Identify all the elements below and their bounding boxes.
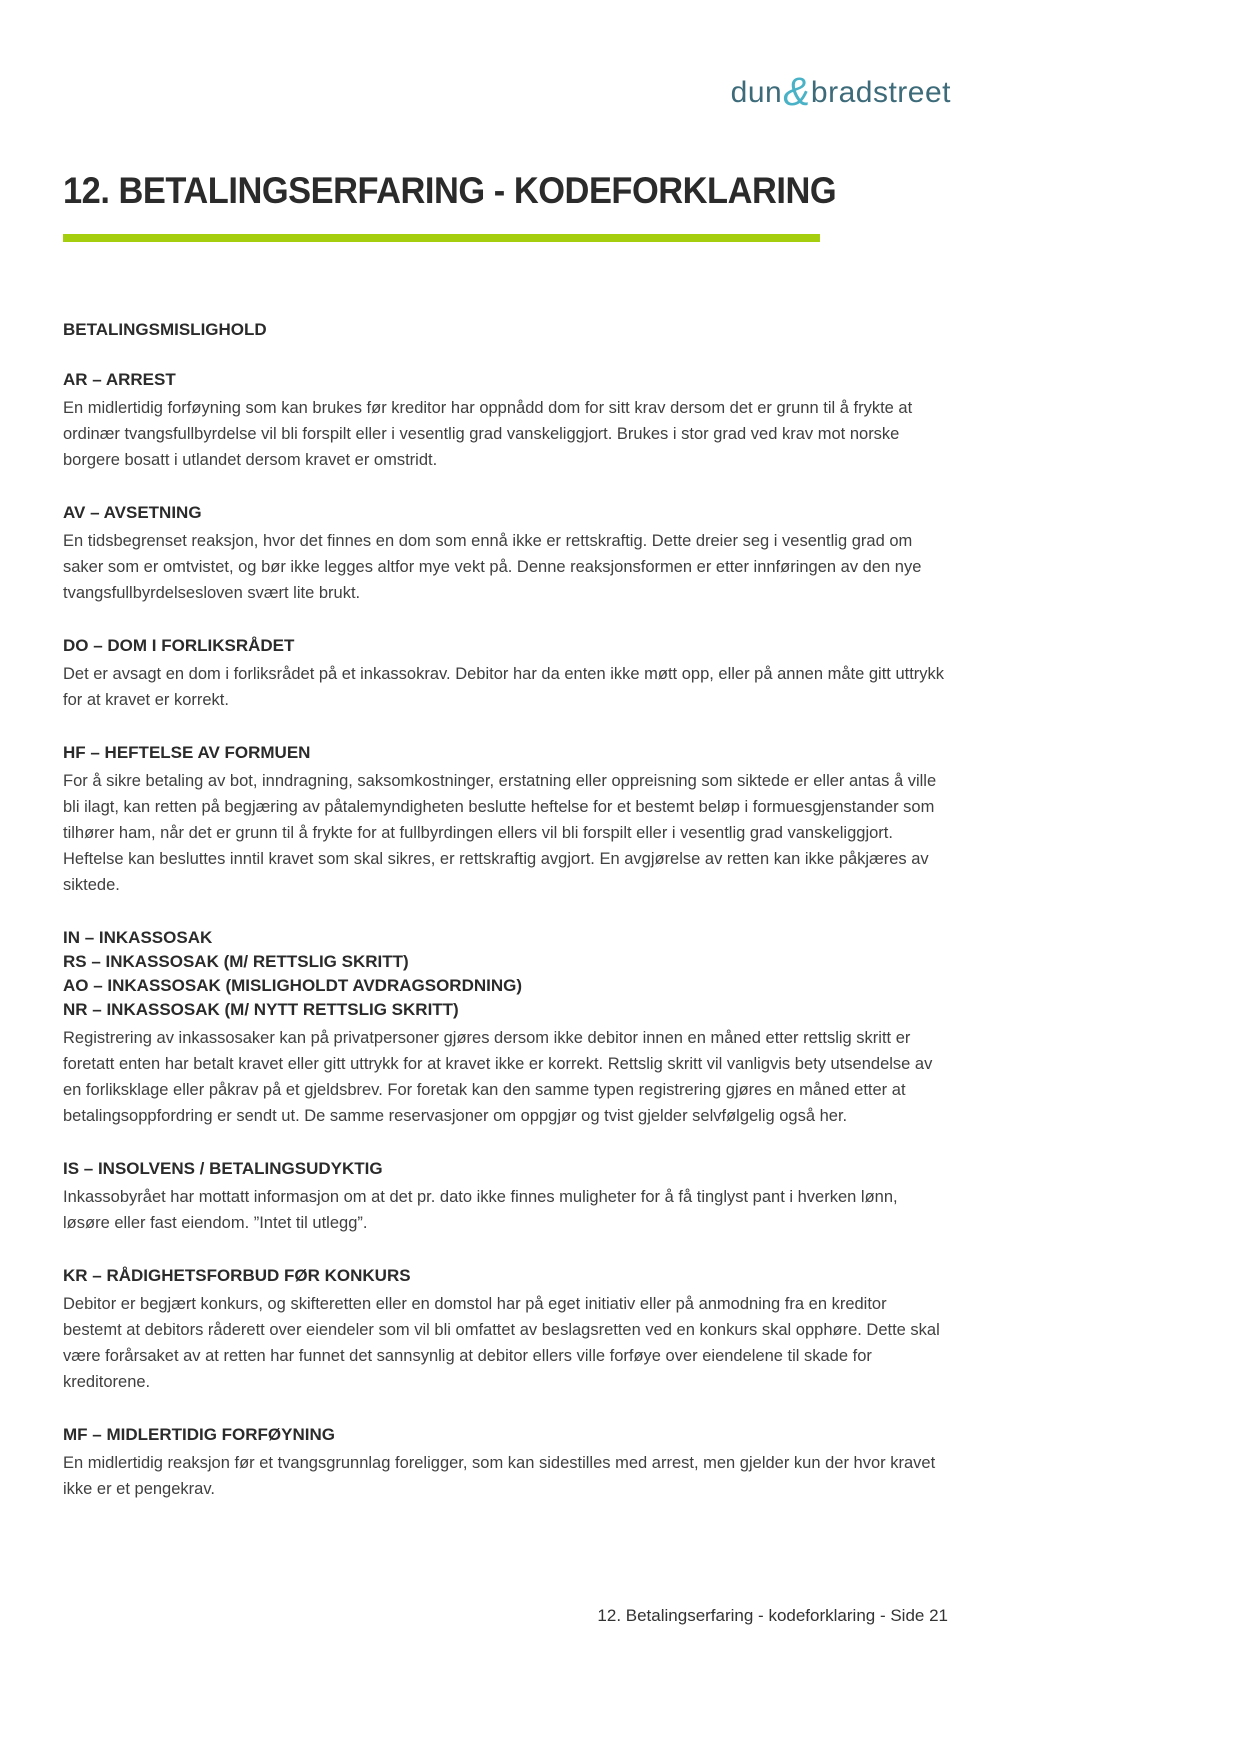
code-description: Inkassobyrået har mottatt informasjon om at det pr. dato ikke finnes muligheter for å få tinglyst pant i hverken lønn, løsøre eller fast eiendom. ”Intet til utlegg”. [63, 1188, 898, 1232]
code-description: En tidsbegrenset reaksjon, hvor det finnes en dom som ennå ikke er rettskraftig. Dette dreier seg i vesentlig grad om saker som er omtvistet, og bør ikke legges altfor mye vekt på. Denne reaksjonsformen er etter innføringen av den nye tvangsfullbyrdelsesloven svært lite brukt. [63, 532, 922, 602]
code-description: Registrering av inkassosaker kan på privatpersoner gjøres dersom ikke debitor innen en måned etter rettslig skritt er foretatt enten har betalt kravet eller gitt uttrykk for at kravet ikke er korrekt. Rettslig skritt vil vanligvis bety utsendelse av en forliksklage eller påkrav på et gjeldsbrev. For foretak kan den samme typen registrering gjøres en måned etter at betalingsoppfordring er sendt ut. De samme reservasjoner om oppgjør og tvist gjelder selvfølgelig også her. [63, 1029, 933, 1125]
code-description: Debitor er begjært konkurs, og skifteretten eller en domstol har på eget initiativ eller på anmodning fra en kreditor bestemt at debitors råderett over eiendeler som vil bli omfattet av beslagsretten ved en konkurs skal opphøre. Dette skal være forårsaket av at retten har funnet det sannsynlig at debitor ellers ville forføye over eiendelene til skade for kreditorene. [63, 1295, 940, 1391]
code-description: Det er avsagt en dom i forliksrådet på et inkassokrav. Debitor har da enten ikke møtt opp, eller på annen måte gitt uttrykk for at kravet er korrekt. [63, 665, 945, 709]
code-heading: HF – HEFTELSE AV FORMUEN [63, 743, 311, 762]
code-heading: MF – MIDLERTIDIG FORFØYNING [63, 1425, 335, 1444]
code-heading: NR – INKASSOSAK (M/ NYTT RETTSLIG SKRITT) [63, 1000, 459, 1019]
code-description: For å sikre betaling av bot, inndragning, saksomkostninger, erstatning eller oppreisning som siktede er eller antas å ville bli ilagt, kan retten på begjæring av påtalemyndigheten beslutte heftelse for et bestemt beløp i formuesgjenstander som tilhører ham, når det er grunn til å frykte for at fullbyrdingen ellers vil bli forspilt eller i vesentlig grad vanskeliggjort. Heftelse kan besluttes inntil kravet som skal sikres, er rettskraftig avgjort. En avgjørelse av retten kan ikke påkjæres av siktede. [63, 772, 937, 894]
logo-text-bradstreet: bradstreet [810, 76, 951, 109]
section-heading: BETALINGSMISLIGHOLD [63, 320, 267, 339]
page-footer: 12. Betalingserfaring - kodeforklaring - Side 21 [597, 1606, 948, 1625]
code-heading: AO – INKASSOSAK (MISLIGHOLDT AVDRAGSORDNING) [63, 976, 523, 995]
logo-text-dun: dun [730, 76, 783, 109]
code-description: En midlertidig reaksjon før et tvangsgrunnlag foreligger, som kan sidestilles med arrest, men gjelder kun der hvor kravet ikke er et pengekrav. [63, 1454, 936, 1498]
code-description: En midlertidig forføyning som kan brukes før kreditor har oppnådd dom for sitt krav dersom det er grunn til å frykte at ordinær tvangsfullbyrdelse vil bli forspilt eller i vesentlig grad vanskeliggjort. Brukes i stor grad ved krav mot norske borgere bosatt i utlandet dersom kravet er omstridt. [63, 399, 913, 469]
code-heading: IN – INKASSOSAK [63, 928, 213, 947]
page-title: 12. BETALINGSERFARING - KODEFORKLARING [63, 170, 837, 211]
code-entry-mf [63, 1423, 1178, 1502]
code-heading: IS – INSOLVENS / BETALINGSUDYKTIG [63, 1159, 383, 1178]
title-accent-rule [63, 234, 820, 242]
code-entry-in-rs-ao-nr [63, 926, 1178, 1129]
code-entry-is [63, 1157, 1178, 1236]
code-heading: AR – ARREST [63, 370, 176, 389]
code-heading: RS – INKASSOSAK (M/ RETTSLIG SKRITT) [63, 952, 409, 971]
code-heading: AV – AVSETNING [63, 503, 202, 522]
dun-bradstreet-logo [731, 72, 951, 118]
code-entry-do [63, 634, 1178, 713]
logo-ampersand-icon: & [783, 70, 810, 114]
code-heading: DO – DOM I FORLIKSRÅDET [63, 636, 295, 655]
code-entry-hf [63, 741, 1178, 898]
code-entry-kr [63, 1264, 1178, 1395]
document-content [0, 170, 1241, 1502]
code-entry-ar [63, 368, 1178, 473]
code-heading: KR – RÅDIGHETSFORBUD FØR KONKURS [63, 1266, 411, 1285]
code-entry-av [63, 501, 1178, 606]
